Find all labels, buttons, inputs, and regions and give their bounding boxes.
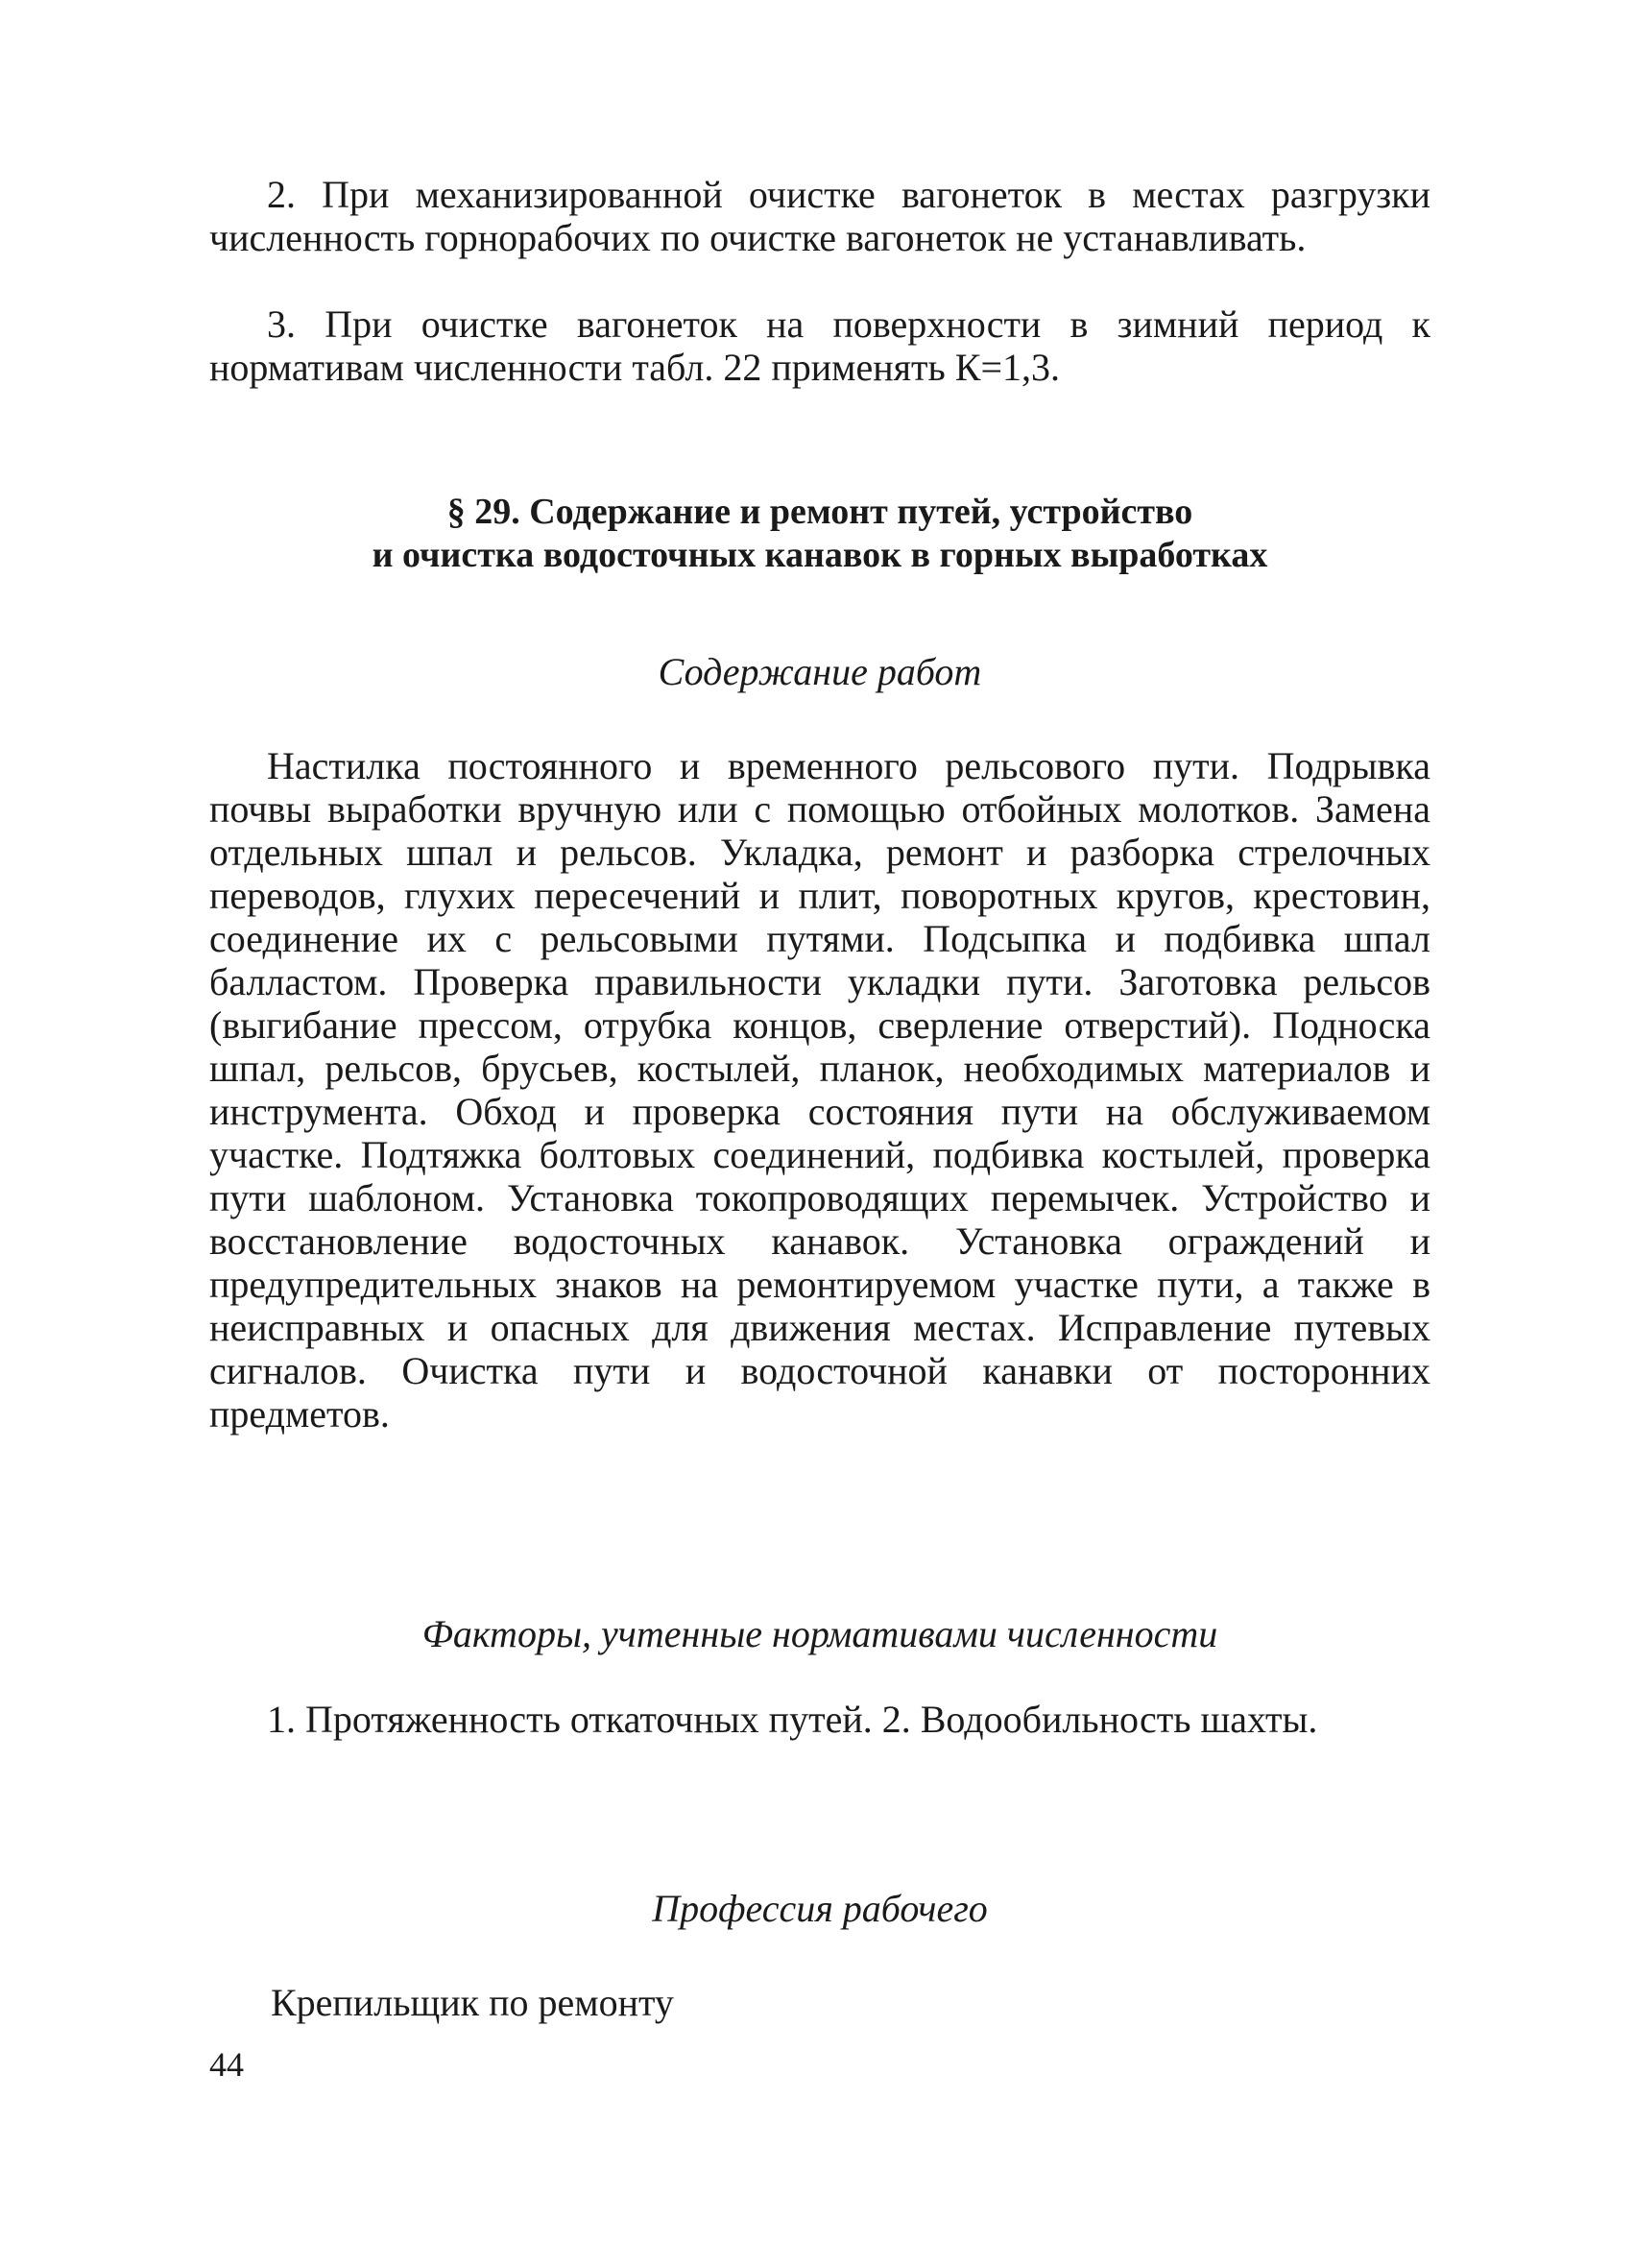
factors-text: 1. Протяженность откаточных путей. 2. Водообильность шахты. bbox=[267, 1698, 1318, 1741]
note-3: 3. При очистке вагонеток на поверхности в зимний период к нормативам численности табл. 22 применять К=1,3. bbox=[209, 302, 1430, 389]
work-content-heading: Содержание работ bbox=[658, 650, 982, 693]
factors-heading: Факторы, учтенные нормативами численности bbox=[421, 1612, 1218, 1655]
note-2: 2. При механизированной очистке вагонеток в местах разгрузки численность горнорабочих по очистке вагонеток не устанавливать. bbox=[209, 173, 1430, 259]
profession-text: Крепильщик по ремонту bbox=[271, 1981, 674, 2024]
section-title-line-1: § 29. Содержание и ремонт путей, устройство bbox=[446, 492, 1193, 532]
section-title-line-2: и очистка водосточных канавок в горных выработках bbox=[372, 535, 1268, 575]
page-number: 44 bbox=[209, 2045, 244, 2084]
profession-heading: Профессия рабочего bbox=[652, 1887, 988, 1930]
work-content-text: Настилка постоянного и временного рельсового пути. Подрывка почвы выработки вручную или с помощью отбойных молотков. Замена отдельных шпал и рельсов. Укладка, ремонт и разборка стрелочных переводов, глухих пересечений и плит, поворотных кругов, крестовин, соединение их с рельсовыми путями. Подсыпка и подбивка шпал балластом. Проверка правильности укладки пути. Заготовка рельсов (выгибание прессом, отрубка концов, сверление отверстий). Подноска шпал, рельсов, брусьев, костылей, планок, необходимых материалов и инструмента. Обход и проверка состояния пути на обслуживаемом участке. Подтяжка болтовых соединений, подбивка костылей, проверка пути шаблоном. Установка токопроводящих перемычек. Устройство и восстановление водосточных канавок. Установка ограждений и предупредительных знаков на ремонтируемом участке пути, а также в неисправных и опасных для движения местах. Исправление путевых сигналов. Очистка пути и водосточной канавки от посторонних предметов. bbox=[209, 744, 1430, 1436]
